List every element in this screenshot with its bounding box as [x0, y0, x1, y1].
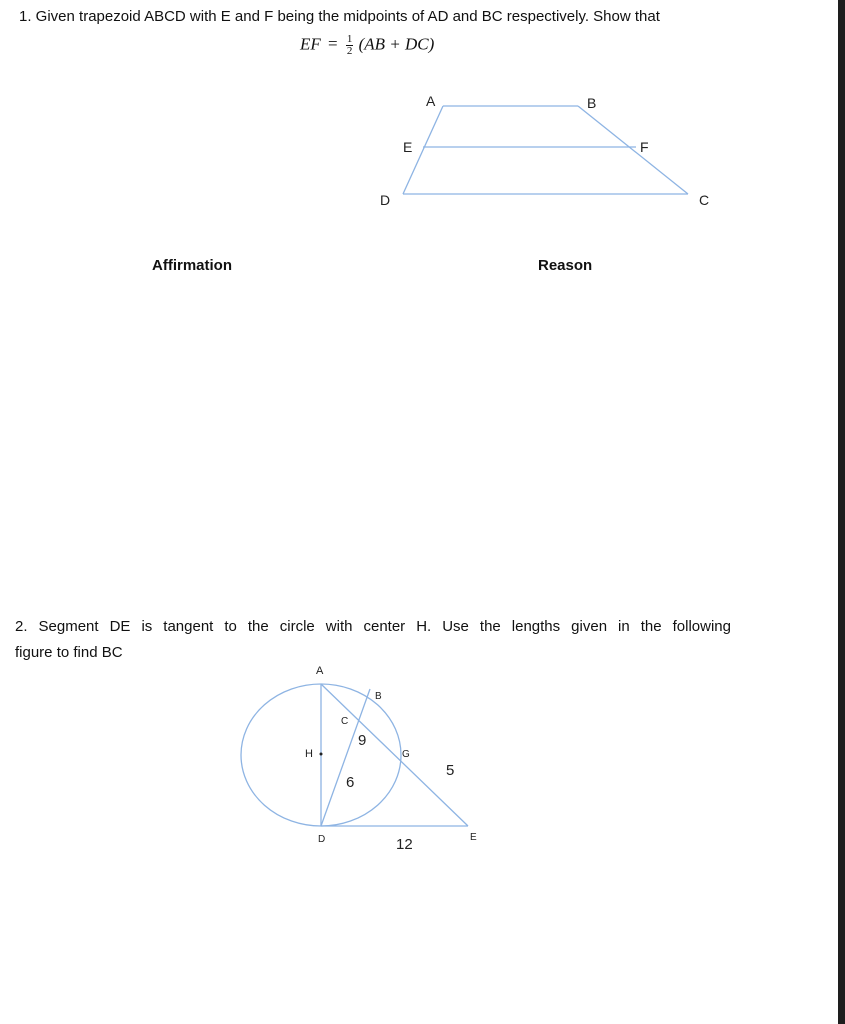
- formula-rhs: (AB + DC): [358, 34, 435, 54]
- problem-2-statement-line-1: 2. Segment DE is tangent to the circle with center H. Use the lengths given in the following: [15, 618, 731, 635]
- trapezoid-label-e: E: [403, 139, 413, 155]
- problem-1-statement: 1. Given trapezoid ABCD with E and F being the midpoints of AD and BC respectively. Show that: [19, 8, 660, 25]
- formula-fraction-denominator: 2: [346, 45, 353, 57]
- problem-2-statement-line-2: figure to find BC: [15, 644, 123, 661]
- trapezoid-label-f: F: [640, 139, 649, 155]
- formula-lhs: EF: [300, 34, 321, 54]
- chord-bd: [321, 689, 370, 826]
- circle-label-b: B: [375, 691, 382, 702]
- circle-label-g: G: [402, 749, 410, 760]
- secant-ae: [321, 684, 468, 826]
- trapezoid-label-a: A: [426, 93, 436, 109]
- circle-label-e: E: [470, 832, 477, 843]
- reason-header: Reason: [538, 257, 593, 274]
- circle-figure: [241, 684, 468, 826]
- trapezoid-label-d: D: [380, 192, 391, 208]
- circle-label-d: D: [318, 834, 326, 845]
- trapezoid-labels: [380, 93, 709, 208]
- segment-bc: [578, 106, 688, 194]
- length-label-cb: 9: [358, 732, 367, 749]
- formula-equals: =: [328, 34, 338, 54]
- affirmation-header: Affirmation: [152, 257, 232, 274]
- window-edge-bar: [838, 0, 845, 1024]
- trapezoid-label-b: B: [587, 95, 597, 111]
- circle-label-c: C: [341, 716, 349, 727]
- length-label-ge: 5: [446, 762, 455, 779]
- trapezoid-label-c: C: [699, 192, 710, 208]
- length-label-cd: 6: [346, 774, 355, 791]
- circle-label-a: A: [316, 665, 324, 677]
- circle-label-h: H: [305, 748, 313, 760]
- length-label-de: 12: [396, 836, 413, 853]
- center-h-dot: [320, 753, 323, 756]
- formula-fraction-numerator: 1: [346, 33, 353, 45]
